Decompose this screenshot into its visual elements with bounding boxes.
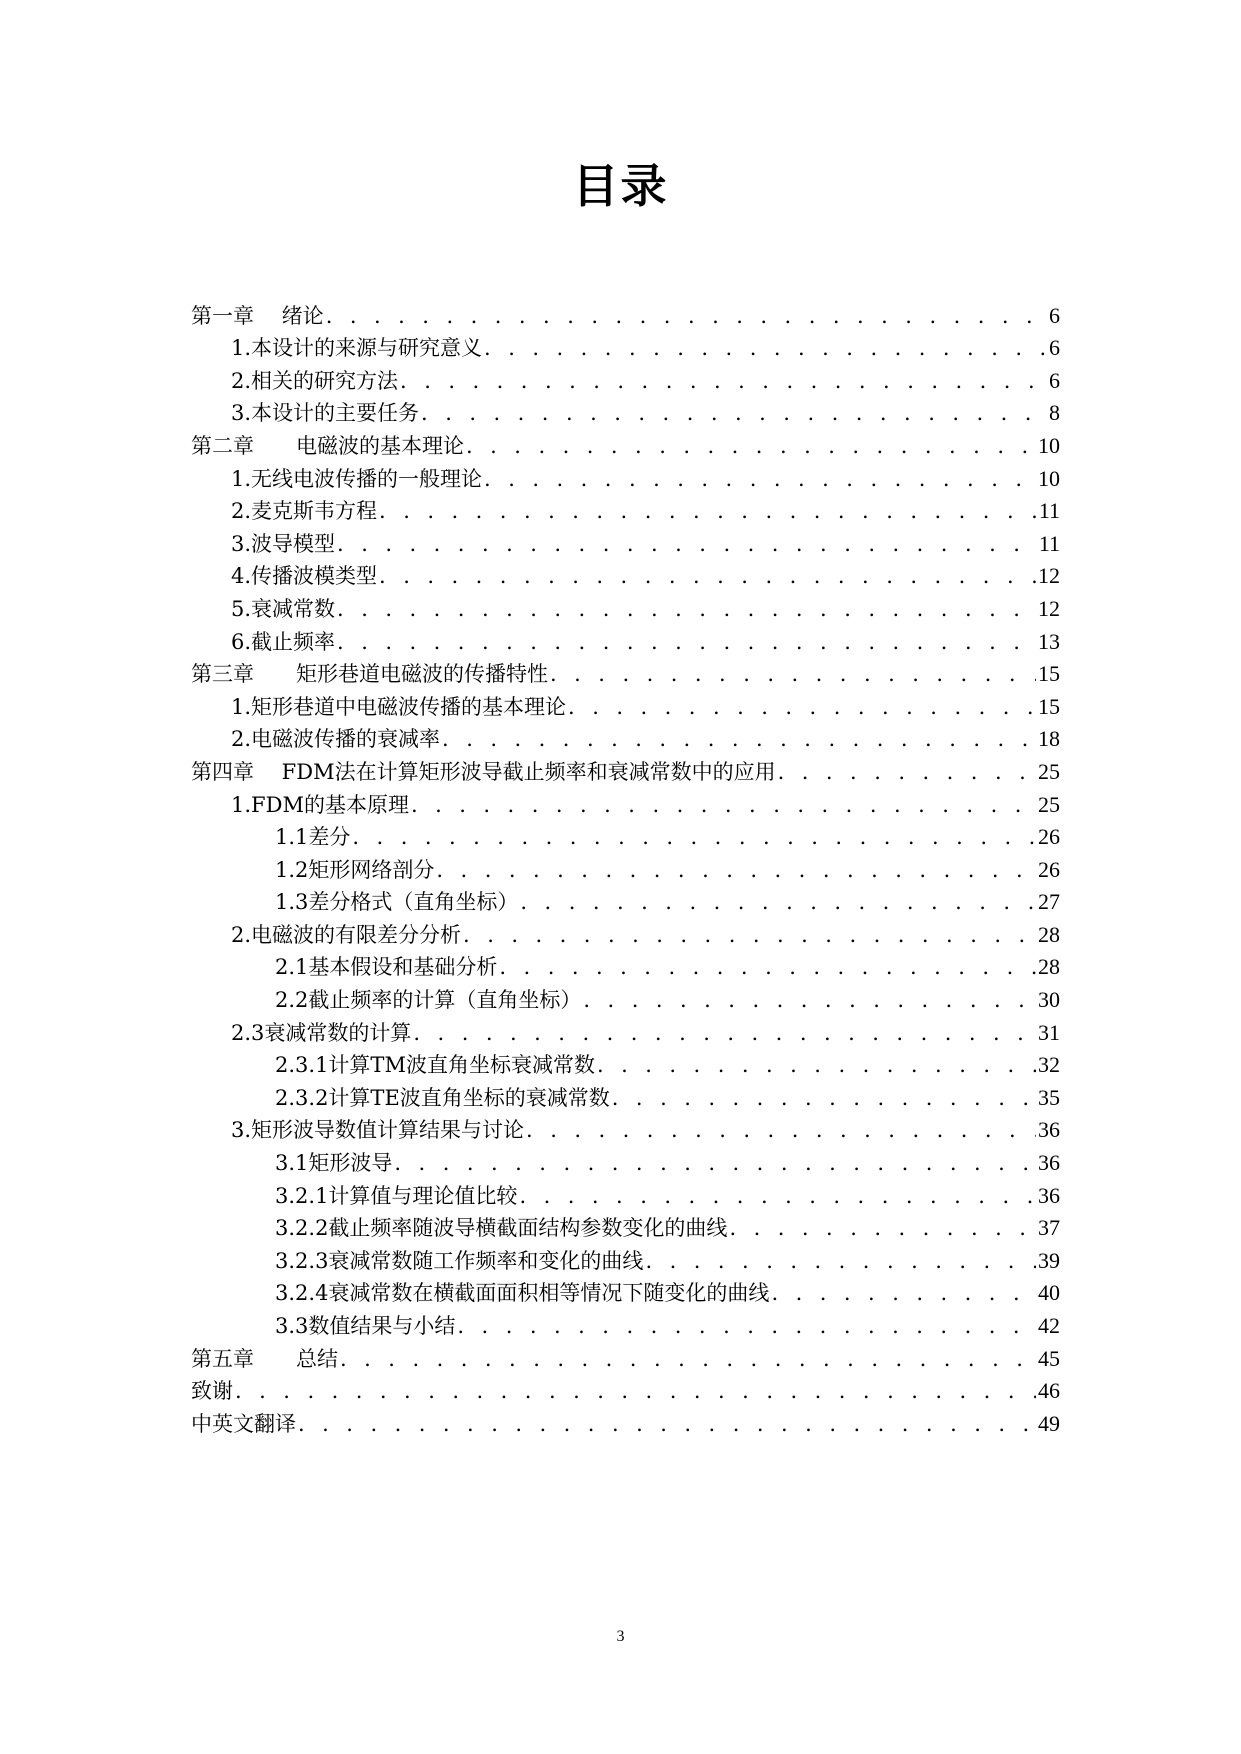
- toc-entry[interactable]: [191, 1176, 1060, 1209]
- toc-entry-page: 26: [1038, 824, 1060, 850]
- toc-entry-label: 2.电磁波传播的衰减率: [231, 727, 441, 752]
- toc-entry-page: 15: [1038, 693, 1060, 719]
- toc-entry[interactable]: [191, 818, 1060, 851]
- toc-dot-leader: [597, 1052, 1036, 1078]
- toc-entry-label: 3.3数值结果与小结: [275, 1314, 456, 1338]
- toc-entry-label: 1.2矩形网络剖分: [275, 857, 435, 882]
- toc-entry-page: 32: [1038, 1052, 1060, 1078]
- toc-entry-page: 39: [1038, 1247, 1060, 1273]
- toc-dot-leader: [463, 922, 1036, 948]
- toc-dot-leader: [326, 303, 1047, 329]
- toc-entry-label: 2.相关的研究方法: [231, 368, 399, 393]
- toc-dot-leader: [645, 1248, 1036, 1274]
- toc-entry-page: 11: [1038, 530, 1060, 556]
- toc-dot-leader: [379, 498, 1037, 524]
- toc-entry-page: 11: [1038, 498, 1060, 524]
- toc-entry-label: 1.3差分格式（直角坐标）: [275, 890, 519, 915]
- toc-dot-leader: [568, 694, 1036, 720]
- toc-entry-page: 37: [1038, 1215, 1060, 1241]
- table-of-contents: [191, 296, 1060, 1437]
- toc-entry-label: 3.波导模型: [231, 531, 336, 556]
- toc-entry-page: 26: [1038, 856, 1060, 882]
- toc-entry-page: 10: [1038, 465, 1060, 491]
- toc-entry-label: 2.3.1计算TM波直角坐标衰减常数: [275, 1053, 595, 1078]
- toc-dot-leader: [729, 1215, 1036, 1241]
- toc-dot-leader: [442, 726, 1036, 752]
- toc-entry-label: 2.2截止频率的计算（直角坐标）: [275, 988, 582, 1013]
- toc-dot-leader: [298, 1411, 1036, 1437]
- toc-entry[interactable]: [191, 1404, 1060, 1437]
- toc-entry-page: 49: [1038, 1410, 1060, 1436]
- toc-entry-page: 28: [1038, 921, 1060, 947]
- toc-entry[interactable]: [191, 785, 1060, 818]
- toc-dot-leader: [771, 1280, 1036, 1306]
- toc-entry[interactable]: [191, 361, 1060, 394]
- toc-entry-label: 6.截止频率: [231, 629, 336, 654]
- toc-entry[interactable]: [191, 1013, 1060, 1046]
- toc-dot-leader: [421, 400, 1047, 426]
- toc-entry-label: 第二章 电磁波的基本理论: [191, 433, 464, 458]
- toc-entry-label: 1.矩形巷道中电磁波传播的基本理论: [231, 694, 567, 719]
- toc-entry-page: 36: [1038, 1182, 1060, 1208]
- toc-entry[interactable]: [191, 296, 1060, 329]
- toc-entry-page: 28: [1038, 954, 1060, 980]
- toc-entry[interactable]: [191, 557, 1060, 590]
- toc-entry[interactable]: [191, 915, 1060, 948]
- toc-entry-page: 45: [1038, 1345, 1060, 1371]
- toc-dot-leader: [612, 1085, 1036, 1111]
- toc-entry-label: 2.1基本假设和基础分析: [275, 955, 498, 980]
- toc-dot-leader: [337, 596, 1036, 622]
- toc-entry-label: 1.1差分: [275, 825, 351, 850]
- toc-dot-leader: [466, 433, 1036, 459]
- toc-entry[interactable]: [191, 394, 1060, 427]
- toc-entry-page: 8: [1049, 400, 1060, 426]
- toc-entry[interactable]: [191, 883, 1060, 916]
- page-title: 目录: [572, 159, 669, 213]
- toc-entry-label: 2.3衰减常数的计算: [231, 1020, 412, 1045]
- toc-dot-leader: [337, 531, 1037, 557]
- toc-dot-leader: [379, 563, 1036, 589]
- toc-entry-page: 6: [1049, 302, 1060, 328]
- toc-entry[interactable]: [191, 459, 1060, 492]
- toc-entry-page: 18: [1038, 726, 1060, 752]
- toc-entry[interactable]: [191, 622, 1060, 655]
- toc-entry-label: 1.无线电波传播的一般理论: [231, 466, 483, 491]
- toc-entry[interactable]: [191, 1078, 1060, 1111]
- toc-entry-label: 3.矩形波导数值计算结果与讨论: [231, 1118, 525, 1143]
- toc-entry-page: 31: [1038, 1019, 1060, 1045]
- toc-dot-leader: [235, 1378, 1036, 1404]
- toc-entry-label: 1.FDM的基本原理: [231, 792, 409, 817]
- toc-entry-label: 第一章 绪论: [191, 303, 324, 328]
- toc-entry-page: 36: [1038, 1117, 1060, 1143]
- toc-entry[interactable]: [191, 655, 1060, 688]
- toc-entry-page: 46: [1038, 1378, 1060, 1404]
- toc-dot-leader: [413, 1020, 1036, 1046]
- toc-entry-label: 4.传播波模类型: [231, 564, 378, 589]
- toc-dot-leader: [411, 792, 1036, 818]
- toc-dot-leader: [457, 1313, 1036, 1339]
- toc-entry-label: 3.2.3衰减常数随工作频率和变化的曲线: [275, 1248, 644, 1273]
- toc-entry-label: 5.衰减常数: [231, 596, 336, 621]
- toc-entry-label: 2.麦克斯韦方程: [231, 499, 378, 524]
- toc-entry[interactable]: [191, 1306, 1060, 1339]
- toc-dot-leader: [526, 1117, 1036, 1143]
- toc-entry-label: 2.3.2计算TE波直角坐标的衰减常数: [275, 1085, 610, 1110]
- toc-dot-leader: [352, 824, 1036, 850]
- toc-dot-leader: [436, 857, 1036, 883]
- page-number: 3: [616, 1628, 625, 1645]
- toc-entry[interactable]: [191, 426, 1060, 459]
- toc-entry[interactable]: [191, 1143, 1060, 1176]
- toc-entry-label: 中英文翻译: [191, 1411, 296, 1436]
- toc-entry[interactable]: [191, 492, 1060, 525]
- toc-entry-page: 12: [1038, 563, 1060, 589]
- toc-entry-page: 36: [1038, 1150, 1060, 1176]
- toc-entry-page: 42: [1038, 1313, 1060, 1338]
- toc-entry[interactable]: [191, 752, 1060, 785]
- toc-entry-page: 12: [1038, 595, 1060, 621]
- toc-entry[interactable]: [191, 980, 1060, 1013]
- toc-dot-leader: [337, 629, 1036, 655]
- toc-dot-leader: [778, 759, 1036, 785]
- toc-entry-label: 1.本设计的来源与研究意义: [231, 336, 483, 361]
- toc-entry-page: 30: [1038, 987, 1060, 1013]
- toc-entry[interactable]: [191, 687, 1060, 720]
- toc-entry-label: 3.2.4衰减常数在横截面面积相等情况下随变化的曲线: [275, 1281, 770, 1306]
- toc-dot-leader: [340, 1346, 1036, 1372]
- toc-entry-page: 27: [1038, 889, 1060, 915]
- toc-entry-label: 第五章 总结: [191, 1346, 338, 1371]
- toc-entry-page: 6: [1049, 367, 1060, 393]
- toc-dot-leader: [550, 661, 1036, 687]
- toc-entry[interactable]: [191, 589, 1060, 622]
- toc-entry-label: 致谢: [191, 1379, 233, 1404]
- toc-entry-label: 3.2.2截止频率随波导横截面结构参数变化的曲线: [275, 1216, 728, 1241]
- toc-entry-label: 3.本设计的主要任务: [231, 401, 420, 426]
- toc-dot-leader: [484, 466, 1036, 492]
- toc-entry[interactable]: [191, 1339, 1060, 1372]
- toc-entry-label: 第三章 矩形巷道电磁波的传播特性: [191, 662, 548, 687]
- toc-entry-page: 40: [1038, 1280, 1060, 1306]
- toc-entry[interactable]: [191, 1241, 1060, 1274]
- toc-dot-leader: [499, 954, 1036, 980]
- toc-entry[interactable]: [191, 948, 1060, 981]
- toc-dot-leader: [519, 1183, 1036, 1209]
- toc-entry-label: 第四章 FDM法在计算矩形波导截止频率和衰减常数中的应用: [191, 759, 776, 784]
- toc-entry-page: 13: [1038, 628, 1060, 654]
- toc-dot-leader: [583, 987, 1036, 1013]
- toc-entry[interactable]: [191, 1372, 1060, 1405]
- toc-entry[interactable]: [191, 1274, 1060, 1307]
- toc-entry[interactable]: [191, 1046, 1060, 1079]
- toc-entry-label: 3.1矩形波导: [275, 1151, 393, 1176]
- toc-entry[interactable]: [191, 329, 1060, 362]
- toc-entry-page: 35: [1038, 1084, 1060, 1110]
- toc-entry-page: 6: [1049, 335, 1060, 361]
- toc-entry-page: 15: [1038, 661, 1060, 687]
- toc-entry-label: 2.电磁波的有限差分分析: [231, 922, 462, 947]
- toc-entry[interactable]: [191, 524, 1060, 557]
- toc-entry[interactable]: [191, 850, 1060, 883]
- toc-entry-page: 25: [1038, 791, 1060, 817]
- toc-entry-page: 10: [1038, 432, 1060, 458]
- toc-dot-leader: [484, 335, 1047, 361]
- toc-dot-leader: [400, 368, 1047, 394]
- toc-entry[interactable]: [191, 720, 1060, 753]
- toc-dot-leader: [394, 1150, 1036, 1176]
- toc-entry[interactable]: [191, 1209, 1060, 1242]
- toc-entry-label: 3.2.1计算值与理论值比较: [275, 1183, 518, 1208]
- toc-dot-leader: [520, 889, 1036, 915]
- toc-entry-page: 25: [1038, 758, 1060, 784]
- toc-entry[interactable]: [191, 1111, 1060, 1144]
